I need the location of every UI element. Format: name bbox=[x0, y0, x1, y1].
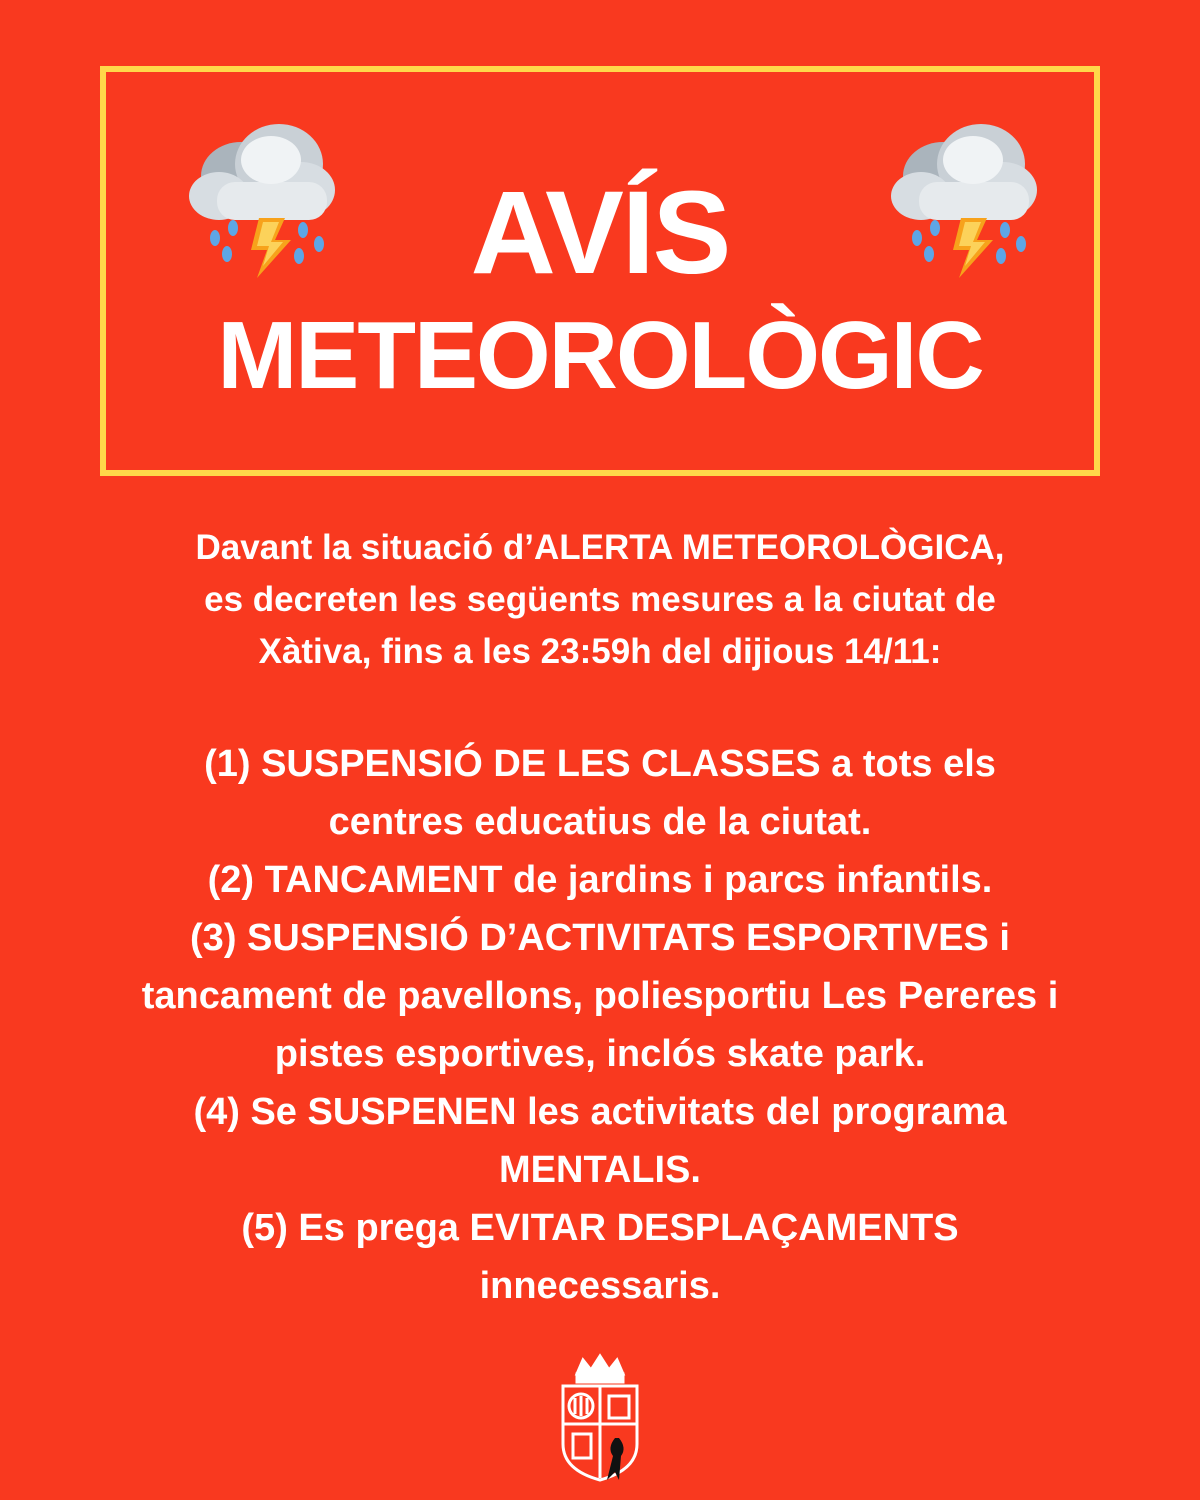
intro-line: es decreten les següents mesures a la ciutat de bbox=[204, 580, 996, 619]
measure-item-2: (2) TANCAMENT de jardins i parcs infantils. bbox=[207, 859, 993, 901]
measure-item-5: (5) Es prega EVITAR DESPLAÇAMENTS innecessaris. bbox=[241, 1207, 959, 1307]
title-box bbox=[100, 66, 1100, 476]
measure-item-3: (3) SUSPENSIÓ D’ACTIVITATS ESPORTIVES i tancament de pavellons, poliesportiu Les Pereres i pistes esportives, inclós skate park. bbox=[141, 917, 1059, 1075]
title-avis: AVÍS bbox=[470, 167, 730, 299]
title-meteorologic: METEOROLÒGIC bbox=[217, 302, 983, 409]
intro-line: Xàtiva, fins a les 23:59h del dijious 14/11: bbox=[258, 632, 942, 671]
measures-list bbox=[60, 735, 1140, 1315]
measure-item-1: (1) SUSPENSIÓ DE LES CLASSES a tots els centres educatius de la ciutat. bbox=[204, 743, 996, 843]
measure-item-4: (4) Se SUSPENEN les activitats del programa MENTALIS. bbox=[193, 1091, 1007, 1191]
intro-paragraph bbox=[60, 522, 1140, 678]
intro-line: Davant la situació d’ALERTA METEOROLÒGICA, bbox=[195, 528, 1005, 567]
xativa-coat-of-arms-icon bbox=[555, 1352, 645, 1484]
